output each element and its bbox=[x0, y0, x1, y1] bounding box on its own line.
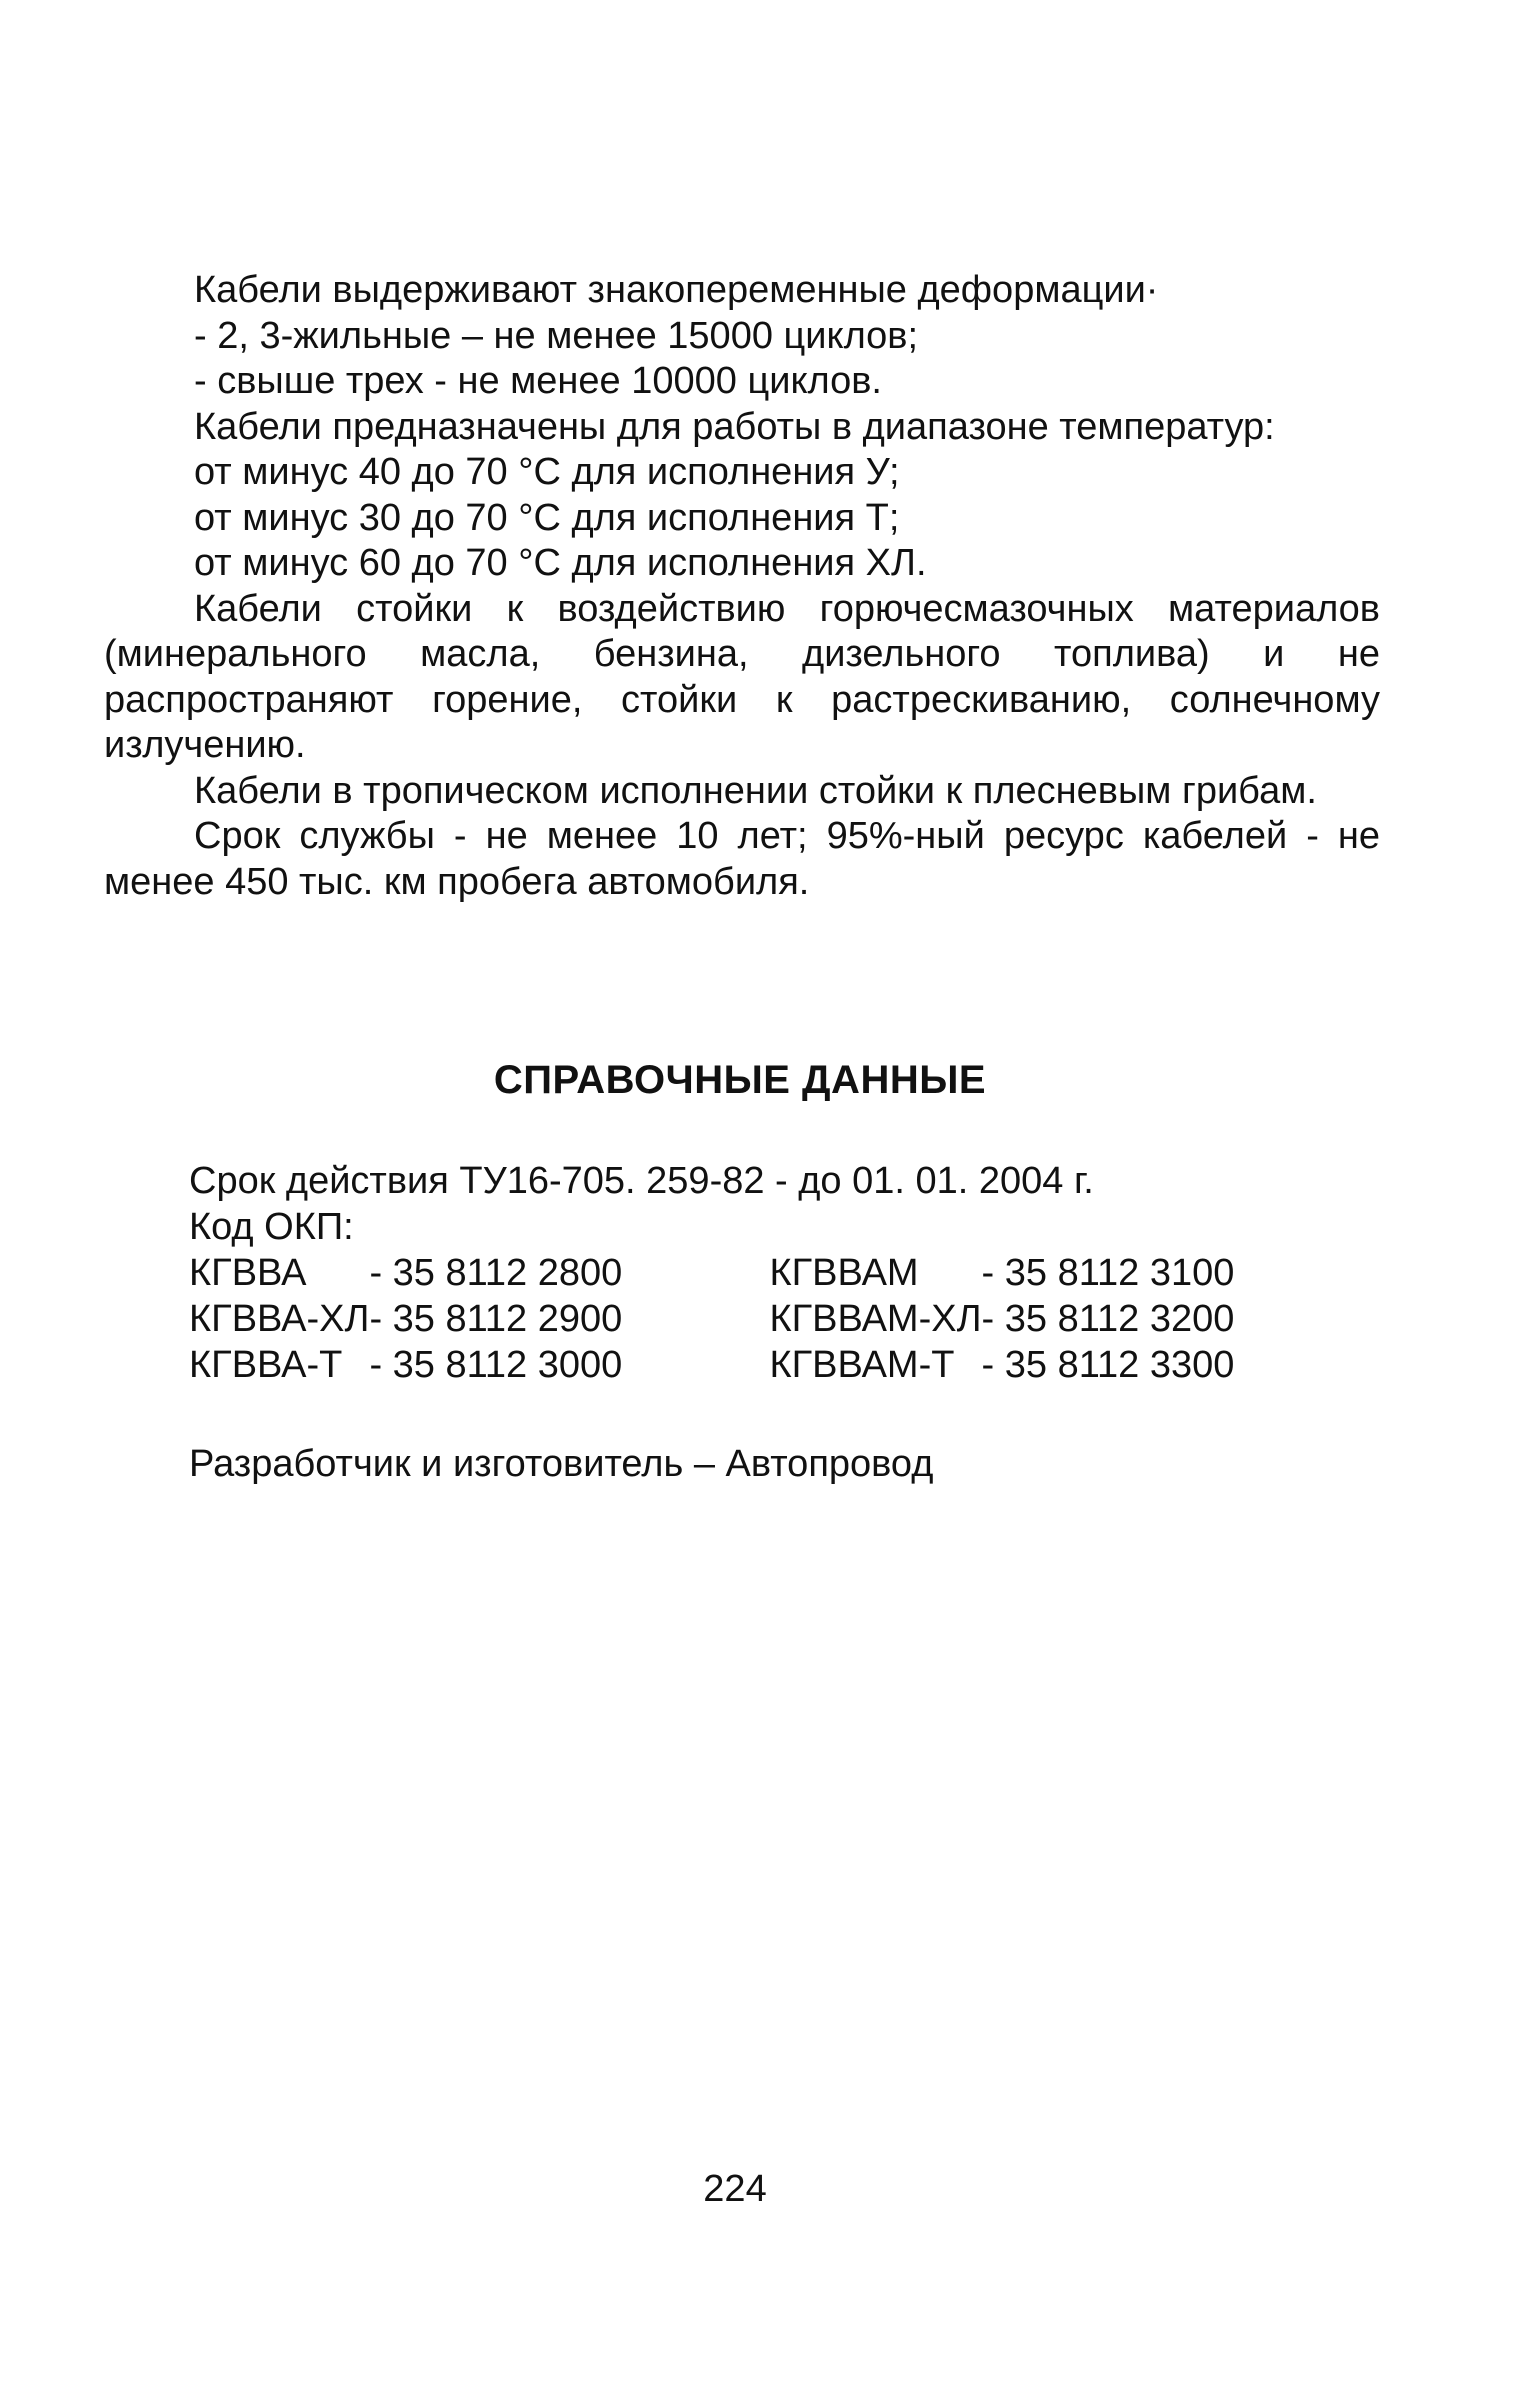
reference-block bbox=[189, 1158, 1339, 1388]
okp-product-code: - 35 8112 3200 bbox=[981, 1298, 1235, 1340]
okp-product-name: КГВВАМ-Т bbox=[769, 1344, 955, 1386]
okp-product-name: КГВВА-Т bbox=[189, 1344, 343, 1386]
temperature-item-1: от минус 40 до 70 °С для исполнения У; bbox=[194, 451, 900, 493]
deformation-item-1: - 2, 3-жильные – не менее 15000 циклов; bbox=[194, 314, 919, 357]
okp-label: Код ОКП: bbox=[189, 1206, 354, 1248]
okp-code-table bbox=[189, 1250, 1234, 1388]
okp-row bbox=[189, 1250, 1234, 1296]
okp-product-code: - 35 8112 3100 bbox=[981, 1252, 1235, 1294]
temperature-intro: Кабели предназначены для работы в диапазоне температур: bbox=[194, 405, 1275, 448]
reference-section-title: СПРАВОЧНЫЕ ДАННЫЕ bbox=[493, 1058, 987, 1102]
page-number: 224 bbox=[703, 2168, 767, 2210]
tropical-paragraph: Кабели в тропическом исполнении стойки к плесневым грибам. bbox=[194, 769, 1317, 812]
temperature-item-2: от минус 30 до 70 °С для исполнения Т; bbox=[194, 496, 900, 539]
okp-product-name: КГВВА bbox=[189, 1252, 307, 1294]
resistance-paragraph: Кабели стойки к воздействию горючесмазочных материалов (минерального масла, бензина, дизельного топлива) и не распространяют горение, стойки к растрескиванию, солнечному излучению. bbox=[104, 587, 1380, 766]
okp-product-code: - 35 8112 3000 bbox=[369, 1344, 623, 1386]
developer-line: Разработчик и изготовитель – Автопровод bbox=[189, 1443, 934, 1485]
okp-row bbox=[189, 1296, 1234, 1342]
okp-product-name: КГВВАМ-ХЛ bbox=[769, 1298, 982, 1340]
okp-product-code: - 35 8112 2900 bbox=[369, 1298, 623, 1340]
okp-product-code: - 35 8112 3300 bbox=[981, 1344, 1235, 1386]
body-text bbox=[104, 268, 1380, 905]
temperature-item-3: от минус 60 до 70 °С для исполнения ХЛ. bbox=[194, 542, 927, 584]
okp-product-name: КГВВА-ХЛ bbox=[189, 1298, 370, 1340]
deformation-item-2: - свыше трех - не менее 10000 циклов. bbox=[194, 360, 882, 402]
okp-product-code: - 35 8112 2800 bbox=[369, 1252, 623, 1294]
service-life-paragraph: Срок службы - не менее 10 лет; 95%-ный ресурс кабелей - не менее 450 тыс. км пробега автомобиля. bbox=[104, 815, 1380, 903]
okp-row bbox=[189, 1342, 1234, 1388]
deformation-intro: Кабели выдерживают знакопеременные деформации· bbox=[194, 269, 1159, 311]
validity-line: Срок действия ТУ16-705. 259-82 - до 01. 01. 2004 г. bbox=[189, 1160, 1094, 1202]
okp-product-name: КГВВАМ bbox=[769, 1252, 919, 1294]
